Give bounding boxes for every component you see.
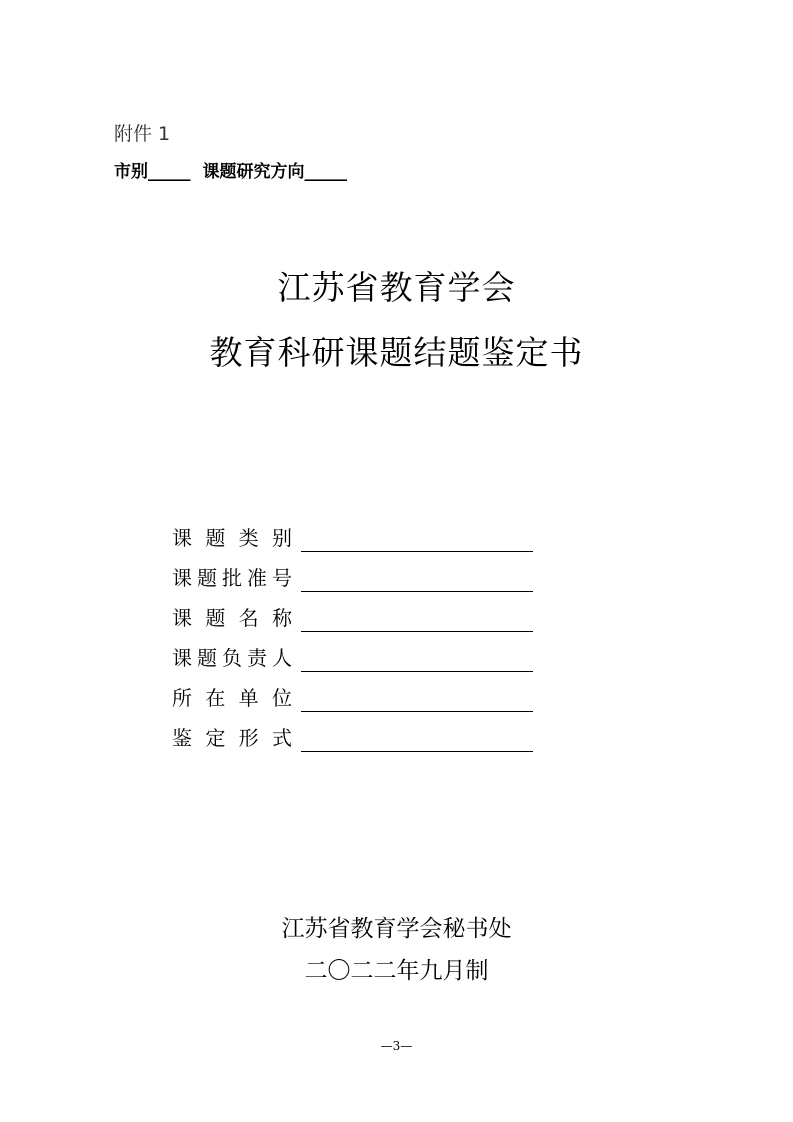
field-topic-category (172, 512, 533, 552)
issue-date: 二〇二二年九月制 (304, 958, 489, 984)
page-number: —3— (380, 1039, 413, 1053)
field-label: 所 在 单 位 (172, 686, 292, 710)
field-blank-line[interactable] (301, 683, 533, 712)
issuing-office: 江苏省教育学会秘书处 (281, 916, 512, 942)
field-label: 课 题 负 责 人 (172, 646, 292, 670)
city-field: 市别_____ (114, 162, 191, 182)
field-label: 课 题 名 称 (172, 606, 292, 630)
field-blank-line[interactable] (301, 723, 533, 752)
field-blank-line[interactable] (301, 643, 533, 672)
research-direction-field: 课题研究方向_____ (202, 162, 347, 182)
field-approval-number (172, 552, 533, 592)
title-document: 教育科研课题结题鉴定书 (209, 333, 584, 372)
field-label: 鉴 定 形 式 (172, 726, 292, 750)
field-evaluation-form (172, 712, 533, 752)
field-blank-line[interactable] (301, 563, 533, 592)
title-organization: 江苏省教育学会 (277, 268, 516, 307)
field-blank-line[interactable] (301, 603, 533, 632)
field-topic-name (172, 592, 533, 632)
meta-line (114, 160, 347, 184)
field-principal (172, 632, 533, 672)
cover-form (172, 512, 533, 752)
field-label: 课 题 类 别 (172, 526, 292, 550)
field-institution (172, 672, 533, 712)
attachment-label: 附件 1 (114, 123, 171, 145)
field-label: 课 题 批 准 号 (172, 566, 292, 590)
field-blank-line[interactable] (301, 523, 533, 552)
